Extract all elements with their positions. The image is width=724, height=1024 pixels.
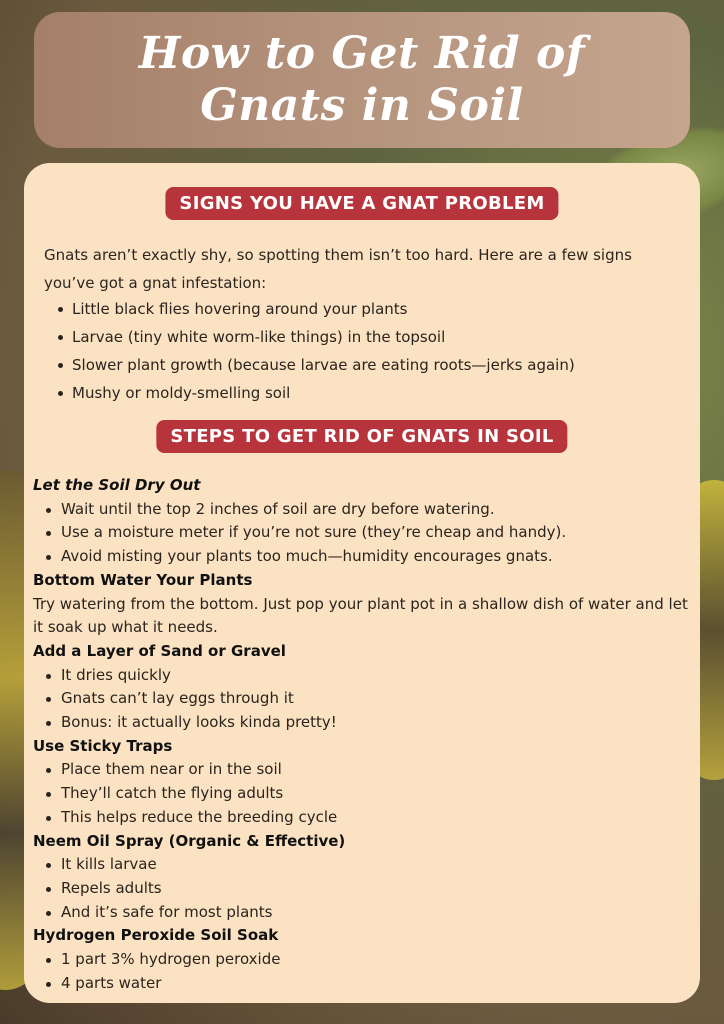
- list-item: It kills larvae: [61, 853, 693, 877]
- list-item: 4 parts water: [61, 972, 693, 996]
- step-list: [33, 853, 693, 924]
- list-item: Mushy or moldy-smelling soil: [72, 379, 575, 407]
- step-title: Neem Oil Spray (Organic & Effective): [33, 831, 346, 850]
- step-title: Let the Soil Dry Out: [33, 476, 201, 494]
- list-item: Gnats can’t lay eggs through it: [61, 687, 693, 711]
- signs-list: [72, 295, 575, 407]
- step-text: Try watering from the bottom. Just pop your plant pot in a shallow dish of water and let it soak up what it needs.: [33, 594, 688, 637]
- step-list: [33, 498, 693, 569]
- list-item: Slower plant growth (because larvae are eating roots—jerks again): [72, 351, 575, 379]
- step-title: Bottom Water Your Plants: [33, 570, 253, 589]
- step-list: [33, 948, 693, 995]
- list-item: Use a moisture meter if you’re not sure (they’re cheap and handy).: [61, 521, 693, 545]
- signs-intro: Gnats aren’t exactly shy, so spotting them isn’t too hard. Here are a few signs you’ve got a gnat infestation:: [44, 246, 632, 292]
- step-list: [33, 758, 693, 829]
- list-item: And it’s safe for most plants: [61, 901, 693, 925]
- list-item: It dries quickly: [61, 664, 693, 688]
- step-list: [33, 664, 693, 735]
- list-item: Wait until the top 2 inches of soil are dry before watering.: [61, 498, 693, 522]
- list-item: Place them near or in the soil: [61, 758, 693, 782]
- content-card: [24, 163, 700, 1003]
- list-item: Repels adults: [61, 877, 693, 901]
- section-heading-signs: SIGNS YOU HAVE A GNAT PROBLEM: [165, 187, 558, 220]
- step-title: Use Sticky Traps: [33, 736, 173, 755]
- list-item: This helps reduce the breeding cycle: [61, 806, 693, 830]
- list-item: Bonus: it actually looks kinda pretty!: [61, 711, 693, 735]
- list-item: Little black flies hovering around your plants: [72, 295, 575, 323]
- title-banner: [34, 12, 690, 148]
- section-heading-steps: STEPS TO GET RID OF GNATS IN SOIL: [156, 420, 567, 453]
- list-item: Larvae (tiny white worm-like things) in the topsoil: [72, 323, 575, 351]
- list-item: They’ll catch the flying adults: [61, 782, 693, 806]
- page-title: How to Get Rid of Gnats in Soil: [138, 28, 586, 131]
- list-item: 1 part 3% hydrogen peroxide: [61, 948, 693, 972]
- step-title: Hydrogen Peroxide Soil Soak: [33, 926, 279, 945]
- list-item: Avoid misting your plants too much—humidity encourages gnats.: [61, 545, 693, 569]
- step-title: Add a Layer of Sand or Gravel: [33, 641, 286, 660]
- steps-section: [33, 474, 693, 995]
